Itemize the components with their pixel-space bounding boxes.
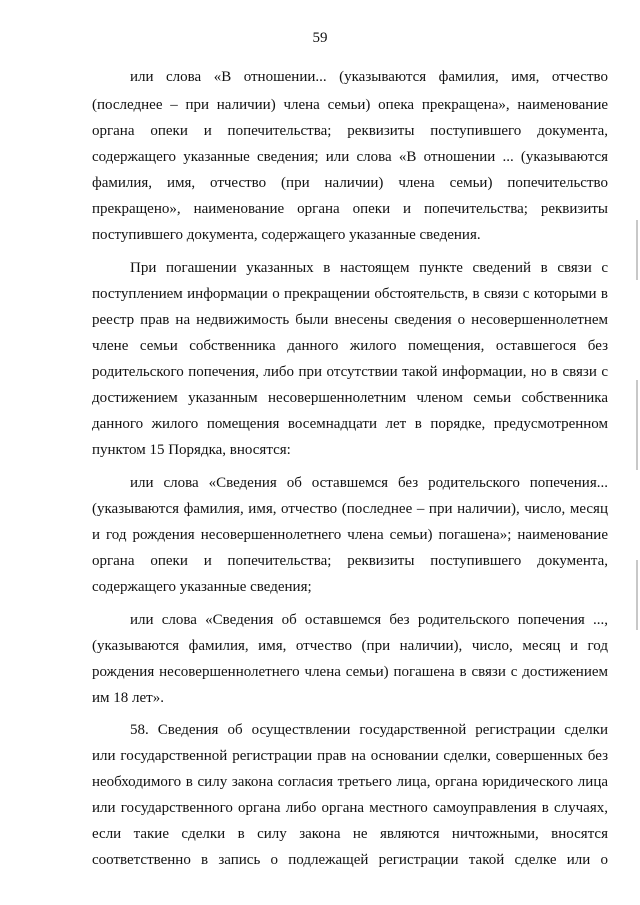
scan-edge (636, 560, 638, 630)
text-line: поступившего документа, содержащего указанные сведения. (92, 227, 481, 243)
text-line: (последнее – при наличии) члена семьи) опека прекращена», наименование (92, 97, 608, 113)
text-line: если такие сделки в силу закона не являются ничтожными, вносятся (92, 826, 608, 842)
text-line: достижением указанным несовершеннолетним членом семьи собственника (92, 390, 608, 406)
text-line: (указываются фамилия, имя, отчество (при наличии), число, месяц и год (92, 638, 608, 654)
text-line: поступлением информации о прекращении обстоятельств, в связи с которыми в (92, 286, 608, 302)
text-line: или слова «Сведения об оставшемся без родительского попечения... (130, 475, 608, 491)
text-line: данного жилого помещения восемнадцати лет в порядке, предусмотренном (92, 416, 608, 432)
text-line: содержащего указанные сведения; или слова «В отношении ... (указываются (92, 149, 608, 165)
scan-edge (636, 220, 638, 280)
text-line: родительского попечения, либо при отсутствии такой информации, но в связи с (92, 364, 608, 380)
text-line: или слова «В отношении... (указываются фамилия, имя, отчество (130, 69, 608, 85)
text-line: пунктом 15 Порядка, вносятся: (92, 442, 291, 458)
text-line: прекращено», наименование органа опеки и попечительства; реквизиты (92, 201, 608, 217)
text-line: реестр прав на недвижимость были внесены сведения о несовершеннолетнем (92, 312, 608, 328)
page-number: 59 (312, 30, 328, 46)
text-line: содержащего указанные сведения; (92, 579, 312, 595)
text-line: соответственно в запись о подлежащей регистрации такой сделке или о (92, 852, 608, 868)
text-line: им 18 лет». (92, 690, 164, 706)
text-line: При погашении указанных в настоящем пункте сведений в связи с (130, 260, 608, 276)
text-line: члене семьи собственника данного жилого помещения, оставшегося без (92, 338, 608, 354)
text-line: органа опеки и попечительства; реквизиты поступившего документа, (92, 123, 608, 139)
text-line: рождения несовершеннолетнего члена семьи) погашена в связи с достижением (92, 664, 608, 680)
text-line: 58. Сведения об осуществлении государственной регистрации сделки (130, 722, 608, 738)
text-line: органа опеки и попечительства; реквизиты поступившего документа, (92, 553, 608, 569)
text-line: (указываются фамилия, имя, отчество (последнее – при наличии), число, месяц (92, 501, 608, 517)
text-line: или слова «Сведения об оставшемся без родительского попечения ..., (130, 612, 608, 628)
text-line: фамилия, имя, отчество (при наличии) члена семьи) попечительство (92, 175, 608, 191)
text-line: или государственной регистрации прав на основании сделки, совершенных без (92, 748, 608, 764)
scan-edge (636, 380, 638, 470)
text-line: и год рождения несовершеннолетнего члена семьи) погашена»; наименование (92, 527, 608, 543)
text-line: или государственного органа либо органа местного самоуправления в случаях, (92, 800, 608, 816)
text-line: необходимого в силу закона согласия третьего лица, органа юридического лица (92, 774, 608, 790)
